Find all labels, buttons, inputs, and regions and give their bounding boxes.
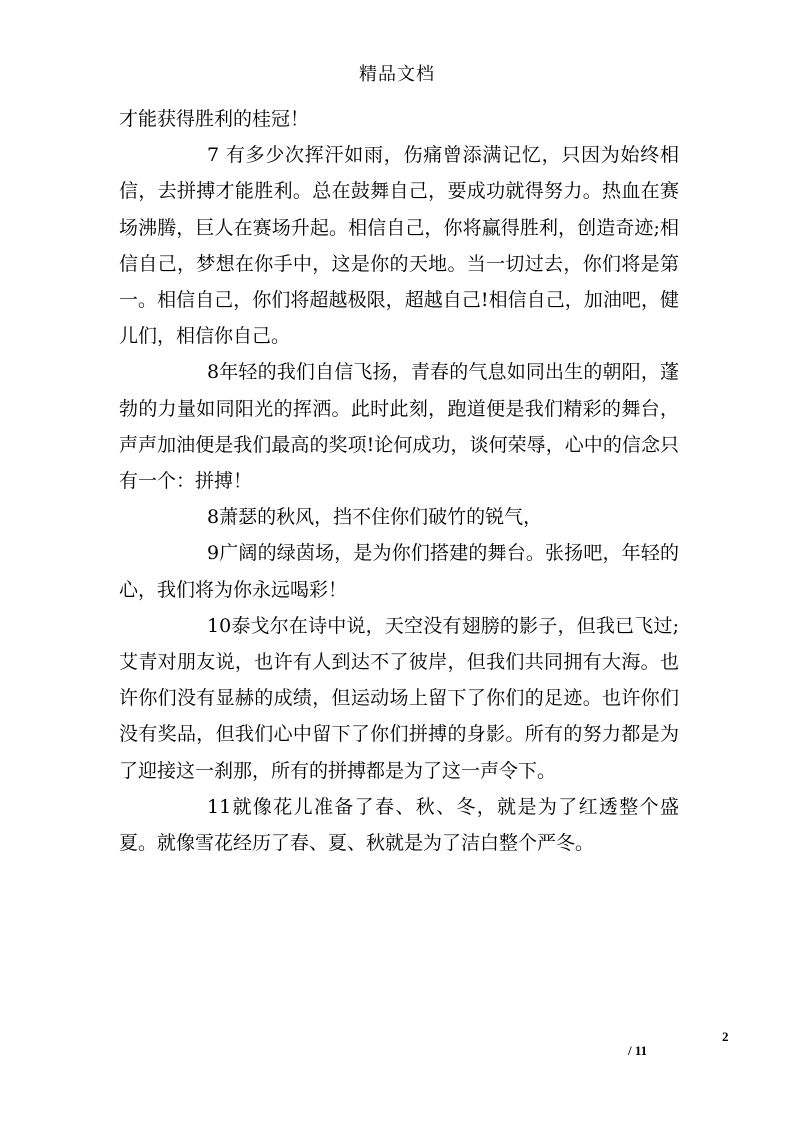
page-total: / 11	[628, 1043, 648, 1058]
paragraph-9: 9广阔的绿茵场，是为你们搭建的舞台。张扬吧，年轻的心，我们将为你永远喝彩！	[119, 542, 679, 601]
document-body	[119, 101, 679, 861]
paragraph-10: 10泰戈尔在诗中说，天空没有翅膀的影子，但我已飞过;艾青对朋友说，也许有人到达不了彼岸，但我们共同拥有大海。也许你们没有显赫的成绩，但运动场上留下了你们的足迹。也许你们没有奖品，但我们心中留下了你们拼搏的身影。所有的努力都是为了迎接这一刹那，所有的拼搏都是为了这一声令下。	[119, 614, 679, 782]
paragraph-7: 7 有多少次挥汗如雨，伤痛曾添满记忆，只因为始终相信，去拼搏才能胜利。总在鼓舞自己，要成功就得努力。热血在赛场沸腾，巨人在赛场升起。相信自己，你将赢得胜利，创造奇迹;相信自己，梦想在你手中，这是你的天地。当一切过去，你们将是第一。相信自己，你们将超越极限，超越自己!相信自己，加油吧，健儿们，相信你自己。	[119, 144, 679, 348]
paragraph-continuation: 才能获得胜利的桂冠！	[119, 108, 310, 130]
paragraph-8-youth: 8年轻的我们自信飞扬，青春的气息如同出生的朝阳，蓬勃的力量如同阳光的挥洒。此时此刻，跑道便是我们精彩的舞台，声声加油便是我们最高的奖项!论何成功，谈何荣辱，心中的信念只有一个：拼搏！	[119, 361, 679, 493]
paragraph-8-autumn: 8萧瑟的秋风，挡不住你们破竹的锐气，	[207, 506, 543, 529]
page-header-title: 精品文档	[359, 64, 435, 85]
paragraph-11: 11就像花儿准备了春、秋、冬，就是为了红透整个盛夏。就像雪花经历了春、夏、秋就是为了洁白整个严冬。	[119, 795, 679, 855]
page-number: 2	[722, 1029, 729, 1044]
